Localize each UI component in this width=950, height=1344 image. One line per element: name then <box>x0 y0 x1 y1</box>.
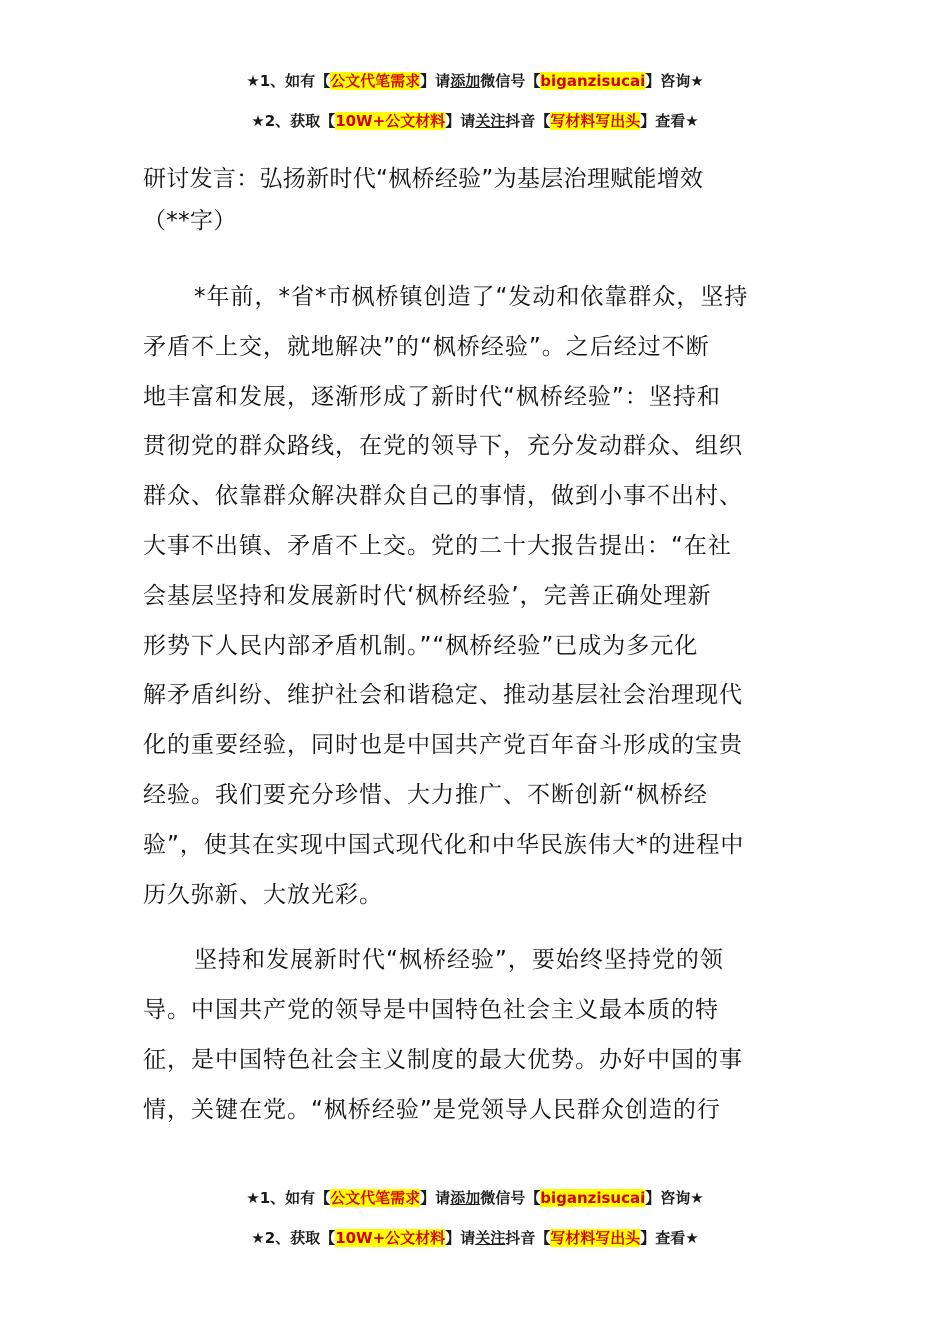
title-line: 研讨发言：弘扬新时代“枫桥经验”为基层治理赋能增效 <box>143 166 704 192</box>
banner-line-1 <box>0 1178 950 1218</box>
text-line: 化的重要经验，同时也是中国共产党百年奋斗形成的宝贵 <box>143 732 743 759</box>
text-line: 验”，使其在实现中国式现代化和中华民族伟大*的进程中 <box>143 831 745 858</box>
document-title <box>143 158 808 242</box>
text-line: 大事不出镇、矛盾不上交。党的二十大报告提出：“在社 <box>143 532 732 559</box>
banner-text: 微信号【 <box>480 72 541 90</box>
text-line: 历久弥新、大放光彩。 <box>143 881 383 908</box>
underlined-word: 关注 <box>475 1229 506 1247</box>
underlined-word: 添加 <box>450 1189 481 1207</box>
title-line: （**字） <box>143 208 237 234</box>
banner-text: ★2、获取【 <box>251 1229 336 1247</box>
highlight-wechat-id: biganzisucai <box>540 1189 646 1207</box>
text-line: *年前，*省*市枫桥镇创造了“发动和依靠群众，坚持 <box>194 284 749 310</box>
banner-text: 】查看★ <box>640 1229 699 1247</box>
banner-text: 】咨询★ <box>645 72 704 90</box>
text-line: 征，是中国特色社会主义制度的最大优势。办好中国的事 <box>143 1046 743 1073</box>
underlined-word: 关注 <box>475 112 506 130</box>
footer-banner <box>0 1178 950 1258</box>
document-body <box>143 158 808 1136</box>
text-line: 矛盾不上交，就地解决”的“枫桥经验”。之后经过不断 <box>143 333 710 360</box>
text-line: 导。中国共产党的领导是中国特色社会主义最本质的特 <box>143 997 719 1024</box>
paragraph-1 <box>143 273 808 920</box>
text-line: 解矛盾纠纷、维护社会和谐稳定、推动基层社会治理现代 <box>143 682 743 709</box>
banner-text: 】咨询★ <box>645 1189 704 1207</box>
banner-text: 】请 <box>445 1229 476 1247</box>
banner-line-1 <box>0 61 950 101</box>
banner-text: 微信号【 <box>480 1189 541 1207</box>
banner-line-2 <box>0 1218 950 1258</box>
highlight-materials: 10W+公文材料 <box>335 112 446 130</box>
banner-text: 抖音【 <box>505 1229 551 1247</box>
header-banner <box>0 61 950 141</box>
paragraph-2 <box>143 936 808 1135</box>
text-line: 经验。我们要充分珍惜、大力推广、不断创新“枫桥经 <box>143 781 708 808</box>
banner-text: 】查看★ <box>640 112 699 130</box>
banner-text: ★1、如有【 <box>246 72 331 90</box>
banner-text: ★1、如有【 <box>246 1189 331 1207</box>
banner-text: 抖音【 <box>505 112 551 130</box>
text-line: 会基层坚持和发展新时代‘枫桥经验’，完善正确处理新 <box>143 582 712 609</box>
banner-line-2 <box>0 101 950 141</box>
highlight-wechat-id: biganzisucai <box>540 72 646 90</box>
banner-text: 】请 <box>420 1189 451 1207</box>
text-line: 群众、依靠群众解决群众自己的事情，做到小事不出村、 <box>143 483 743 510</box>
highlight-materials: 10W+公文材料 <box>335 1229 446 1247</box>
highlight-douyin-account: 写材料写出头 <box>550 1229 641 1247</box>
text-line: 坚持和发展新时代“枫桥经验”，要始终坚持党的领 <box>194 947 724 974</box>
underlined-word: 添加 <box>450 72 481 90</box>
highlight-douyin-account: 写材料写出头 <box>550 112 641 130</box>
text-line: 地丰富和发展，逐渐形成了新时代“枫桥经验”：坚持和 <box>143 383 721 410</box>
banner-text: ★2、获取【 <box>251 112 336 130</box>
highlight-service: 公文代笔需求 <box>330 72 421 90</box>
text-line: 情，关键在党。“枫桥经验”是党领导人民群众创造的行 <box>143 1096 721 1123</box>
text-line: 形势下人民内部矛盾机制。”“枫桥经验”已成为多元化 <box>143 632 699 659</box>
banner-text: 】请 <box>445 112 476 130</box>
text-line: 贯彻党的群众路线，在党的领导下，充分发动群众、组织 <box>143 433 743 460</box>
highlight-service: 公文代笔需求 <box>330 1189 421 1207</box>
banner-text: 】请 <box>420 72 451 90</box>
